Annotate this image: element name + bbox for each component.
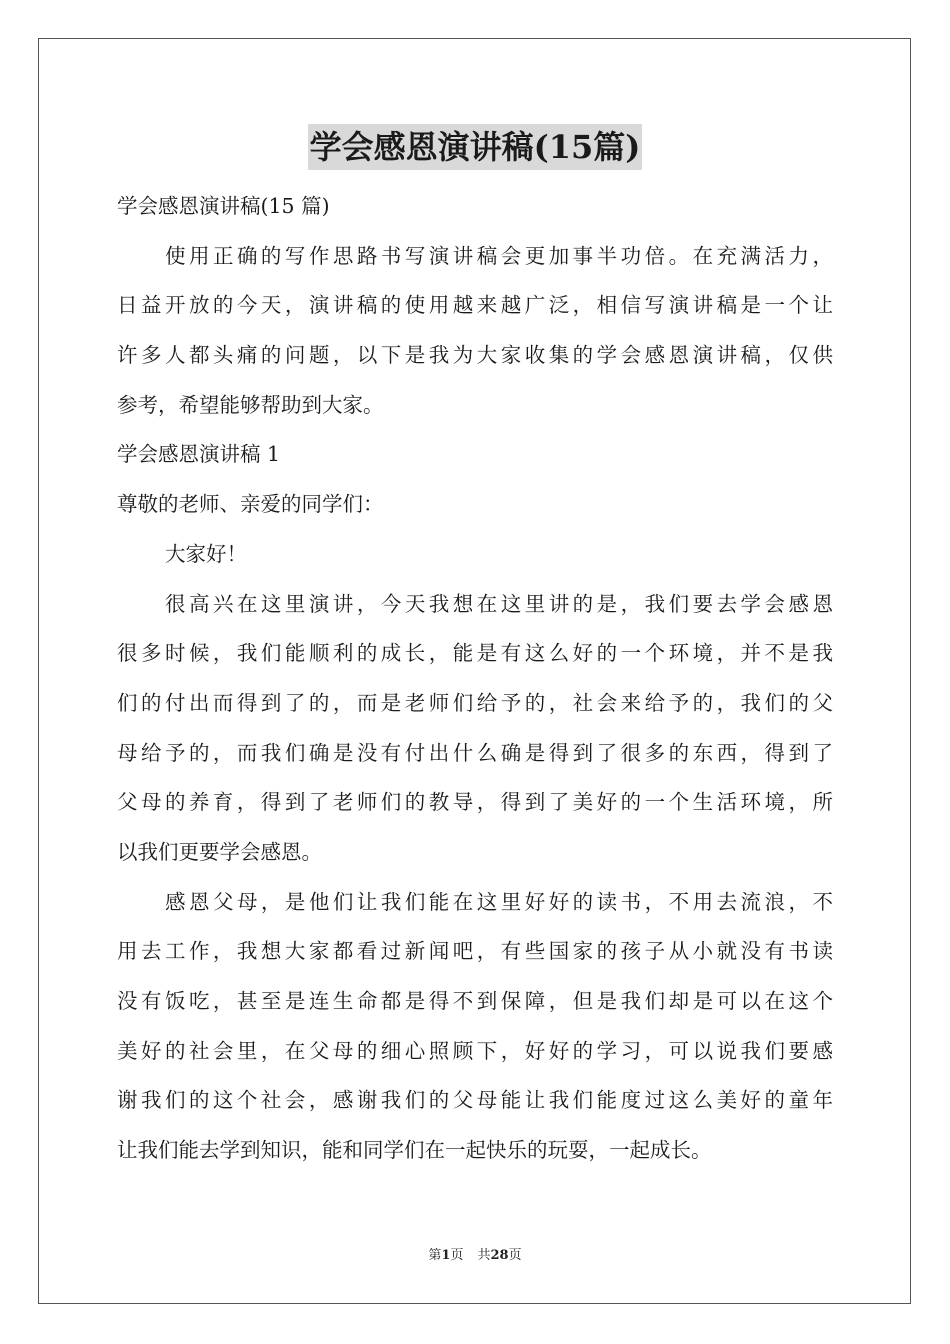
total-pages: 28: [490, 1248, 509, 1263]
text-line: 父母的养育，得到了老师们的教导，得到了美好的一个生活环境，所: [117, 790, 833, 815]
text-line: 很高兴在这里演讲，今天我想在这里讲的是，我们要去学会感恩: [165, 591, 833, 616]
text-line: 很多时候，我们能顺利的成长，能是有这么好的一个环境，并不是我: [117, 641, 833, 666]
total-prefix: 共: [477, 1248, 491, 1263]
text-line: 母给予的，而我们确是没有付出什么确是得到了很多的东西，得到了: [117, 740, 833, 765]
page-prefix: 第: [428, 1248, 442, 1263]
total-suffix: 页: [508, 1248, 522, 1263]
text-line: 许多人都头痛的问题，以下是我为大家收集的学会感恩演讲稿，仅供: [117, 343, 833, 368]
page-number: 1: [441, 1248, 451, 1263]
text-line: 美好的社会里，在父母的细心照顾下，好好的学习，可以说我们要感: [117, 1038, 833, 1063]
text-line: 日益开放的今天，演讲稿的使用越来越广泛，相信写演讲稿是一个让: [117, 293, 833, 318]
text-line: 感恩父母，是他们让我们能在这里好好的读书，不用去流浪，不: [165, 889, 833, 914]
greeting: 大家好！: [165, 541, 247, 566]
section-heading: 学会感恩演讲稿 1: [117, 442, 281, 467]
document-title: 学会感恩演讲稿(15篇): [308, 124, 643, 170]
page-footer: [0, 1246, 950, 1266]
page-suffix: 页: [450, 1248, 464, 1263]
document-body: [117, 182, 833, 1176]
text-line: 让我们能去学到知识，能和同学们在一起快乐的玩耍，一起成长。: [117, 1138, 712, 1163]
text-line: 没有饭吃，甚至是连生命都是得不到保障，但是我们却是可以在这个: [117, 989, 833, 1013]
text-line: 用去工作，我想大家都看过新闻吧，有些国家的孩子从小就没有书读: [117, 939, 833, 964]
text-line: 使用正确的写作思路书写演讲稿会更加事半功倍。在充满活力，: [165, 243, 833, 268]
text-line: 学会感恩演讲稿(15 篇): [117, 194, 330, 218]
text-line: 以我们更要学会感恩。: [117, 839, 322, 864]
salutation: 尊敬的老师、亲爱的同学们：: [117, 492, 384, 517]
text-line: 参考，希望能够帮助到大家。: [117, 392, 384, 417]
text-line: 谢我们的这个社会，感谢我们的父母能让我们能度过这么美好的童年: [117, 1088, 833, 1113]
text-line: 们的付出而得到了的，而是老师们给予的，社会来给予的，我们的父: [117, 690, 833, 715]
title-container: [0, 124, 950, 170]
